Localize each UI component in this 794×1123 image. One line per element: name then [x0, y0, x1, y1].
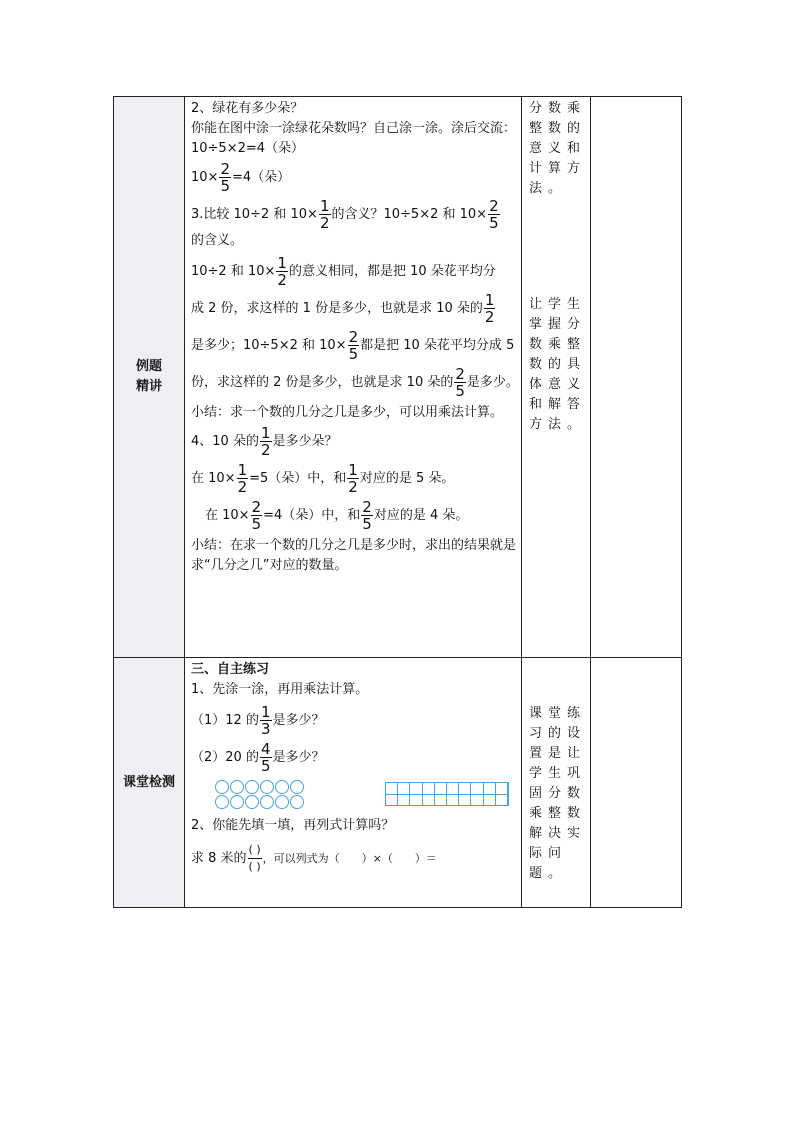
explanation-line: 成 2 份，求这样的 1 份是多少，也就是求 10 朵的 $\frac{1}{2}$ — [191, 291, 495, 326]
fraction: $\frac{2}{5}$ — [489, 197, 499, 232]
note-text: 让学生掌握分数乘整数的具体意义和解答方法。 — [529, 297, 587, 432]
circle — [245, 780, 259, 794]
practice-content — [185, 658, 522, 908]
circle — [290, 795, 304, 809]
summary-line: 小结：求一个数的几分之几是多少，可以用乘法计算。 — [191, 405, 504, 420]
circle — [260, 780, 274, 794]
circle — [260, 795, 274, 809]
fraction: $\frac{2}{5}$ — [220, 160, 230, 195]
summary-line: 小结：在求一个数的几分之几是多少时，求出的结果就是求“几分之几”对应的数量。 — [191, 538, 517, 573]
row-label-line: 精讲 — [135, 379, 162, 394]
fraction: $\frac{1}{2}$ — [319, 197, 330, 232]
question-4-line: 4、10 朵的 $\frac{1}{2}$ 是多少朵？ — [191, 424, 338, 459]
circle — [230, 795, 244, 809]
question-2-title: 2、绿花有多少朵？ — [191, 101, 304, 116]
row-label-practice — [114, 658, 185, 908]
question-2-prompt: 你能在图中涂一涂绿花朵数吗？自己涂一涂。涂后交流： — [191, 121, 517, 136]
circle — [275, 795, 289, 809]
teaching-note — [522, 658, 591, 908]
fraction: $\frac{2}{5}$ — [348, 328, 359, 363]
row-label-line: 例题 — [135, 359, 162, 374]
equation-line: 10× $\frac{2}{5}$ =4（朵） — [191, 160, 291, 195]
example-content — [185, 97, 522, 658]
blank-cell — [591, 97, 682, 658]
question-3-line: 3.比较 10÷2 和 10× $\frac{1}{2}$ 的含义？10÷5×2 和 10× $\frac{2}{5}$ — [191, 197, 499, 232]
grid-figure — [385, 782, 509, 806]
fraction: $\frac{1}{2}$ — [484, 291, 495, 326]
explanation-line: 是多少；10÷5×2 和 10× $\frac{2}{5}$ 都是把 10 朵花平均分成 5 — [191, 328, 515, 363]
exercise-figures — [191, 774, 517, 816]
fraction: $\frac{2}{5}$ — [455, 365, 465, 400]
fraction: $\frac{2}{5}$ — [251, 498, 262, 533]
row-label-line: 课堂检测 — [122, 774, 175, 790]
fraction: $\frac{1}{2}$ — [260, 424, 271, 459]
exercise-2-line: 求 8 米的 $\frac{( )}{( )}$ ，可以列式为（ ）×（ ）＝ — [191, 843, 437, 873]
explanation-line: 份，求这样的 2 份是多少，也就是求 10 朵的 $\frac{2}{5}$ 是多少。 — [191, 365, 519, 400]
fraction: $\frac{1}{2}$ — [277, 254, 287, 289]
exercise-2-title: 2、你能先填一填，再列式计算吗？ — [191, 818, 395, 833]
note-text: 分数乘整数的意义和计算方法。 — [529, 101, 587, 196]
correspondence-line: 在 10× $\frac{2}{5}$ =4（朵）中，和 $\frac{2}{5}$ 对应的是 4 朵。 — [205, 498, 469, 533]
note-text: 课堂练习的设置是让学生巩固分数乘整数解决实际问题。 — [529, 706, 587, 881]
circle — [215, 795, 229, 809]
circle — [230, 780, 244, 794]
fraction-blank[interactable]: $\frac{( )}{( )}$ — [248, 843, 261, 873]
fraction: $\frac{4}{5}$ — [260, 740, 271, 775]
lesson-table — [113, 96, 682, 908]
exercise-1-part-1: （1）12 的 $\frac{1}{3}$ 是多少？ — [191, 703, 325, 738]
section-heading: 三、自主练习 — [191, 662, 270, 677]
fraction: $\frac{1}{3}$ — [260, 703, 271, 738]
circle — [215, 780, 229, 794]
exercise-1-part-2: （2）20 的 $\frac{4}{5}$ 是多少？ — [191, 740, 325, 775]
table-row-example — [114, 97, 682, 658]
table-row-practice — [114, 658, 682, 908]
blank-cell — [591, 658, 682, 908]
row-label-example — [114, 97, 185, 658]
exercise-1-title: 1、先涂一涂，再用乘法计算。 — [191, 682, 369, 697]
circle — [275, 780, 289, 794]
circle — [290, 780, 304, 794]
fraction: $\frac{1}{2}$ — [237, 461, 248, 496]
fraction: $\frac{1}{2}$ — [348, 461, 358, 496]
correspondence-line: 在 10× $\frac{1}{2}$ =5（朵）中，和 $\frac{1}{2}$ 对应的是 5 朵。 — [191, 461, 455, 496]
explanation-line: 10÷2 和 10× $\frac{1}{2}$ 的意义相同，都是把 10 朵花平均分 — [191, 254, 496, 289]
question-3-line: 的含义。 — [191, 233, 244, 248]
fraction: $\frac{2}{5}$ — [362, 498, 372, 533]
equation-line: 10÷5×2=4（朵） — [191, 141, 305, 156]
circle — [245, 795, 259, 809]
teaching-note — [522, 97, 591, 658]
